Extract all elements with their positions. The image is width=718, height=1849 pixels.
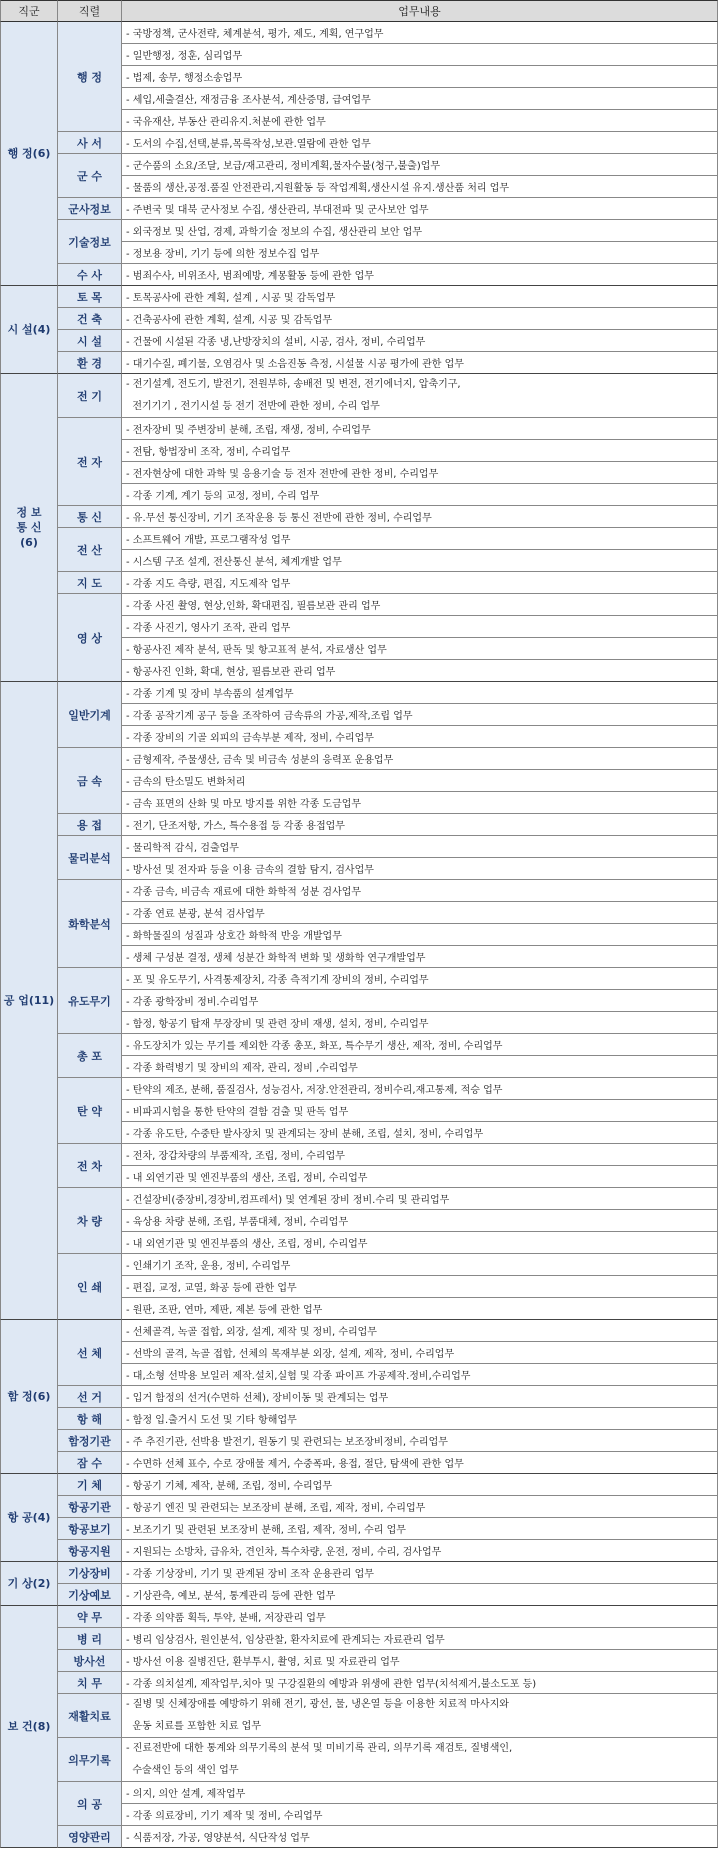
duty-item: - 내 외연기관 및 엔진부품의 생산, 조립, 정비, 수리업무	[122, 1166, 718, 1188]
duty-item: - 방사선 및 전자파 등을 이용 금속의 결함 탐지, 검사업무	[122, 858, 718, 880]
duty-item: - 각종 의료장비, 기기 제작 및 정비, 수리업무	[122, 1804, 718, 1826]
job-series: 함정기관	[58, 1430, 122, 1452]
job-series: 항공지원	[58, 1540, 122, 1562]
job-series: 의무기록	[58, 1738, 122, 1782]
duty-item: - 인쇄기기 조작, 운용, 정비, 수리업무	[122, 1254, 718, 1276]
duty-item: - 정보용 장비, 기기 등에 의한 정보수집 업무	[122, 242, 718, 264]
duty-item: - 편집, 교정, 교열, 화공 등에 관한 업무	[122, 1276, 718, 1298]
job-series: 항공보기	[58, 1518, 122, 1540]
duty-item: - 지원되는 소방차, 급유차, 견인차, 특수차량, 운전, 정비, 수리, 검사업무	[122, 1540, 718, 1562]
duty-item: - 건축공사에 관한 계획, 설계, 시공 및 감독업무	[122, 308, 718, 330]
duty-item: - 법제, 송무, 행정소송업무	[122, 66, 718, 88]
job-series: 기 체	[58, 1474, 122, 1496]
job-series: 금 속	[58, 748, 122, 814]
job-series: 환 경	[58, 352, 122, 374]
duty-item: - 각종 화력병기 및 장비의 제작, 관리, 정비 ,수리업무	[122, 1056, 718, 1078]
duty-item: - 전기, 단조저항, 가스, 특수용접 등 각종 용접업무	[122, 814, 718, 836]
duty-item: - 건설장비(중장비,경장비,컴프레서) 및 연계된 장비 정비.수리 및 관리업무	[122, 1188, 718, 1210]
duty-item: - 방사선 이용 질병진단, 환부투시, 촬영, 치료 및 자료관리 업무	[122, 1650, 718, 1672]
job-series: 치 무	[58, 1672, 122, 1694]
job-series: 탄 약	[58, 1078, 122, 1144]
header-group: 직군	[0, 0, 58, 22]
duty-item: - 주변국 및 대북 군사정보 수집, 생산관리, 부대전파 및 군사보안 업무	[122, 198, 718, 220]
duty-item: - 각종 기상장비, 기기 및 관계된 장비 조작 운용관리 업무	[122, 1562, 718, 1584]
duty-item: - 국유재산, 부동산 관리유지.처분에 관한 업무	[122, 110, 718, 132]
job-series: 전 차	[58, 1144, 122, 1188]
job-series: 기상장비	[58, 1562, 122, 1584]
duty-item: - 수면하 선체 표수, 수로 장애물 제거, 수중폭파, 용접, 절단, 탐색에 관한 업무	[122, 1452, 718, 1474]
job-series: 방사선	[58, 1650, 122, 1672]
job-series: 병 리	[58, 1628, 122, 1650]
job-group: 시 설(4)	[0, 286, 58, 374]
duty-item: - 원판, 조판, 연마, 제판, 제본 등에 관한 업무	[122, 1298, 718, 1320]
job-series: 수 사	[58, 264, 122, 286]
duty-item: - 질병 및 신체장애를 예방하기 위해 전기, 광선, 물, 냉온열 등을 이용한 치료적 마사지와 운동 치료를 포함한 치료 업무	[122, 1694, 718, 1738]
duty-item: - 항공사진 인화, 확대, 현상, 필름보관 관리 업무	[122, 660, 718, 682]
duty-item: - 군수품의 소요/조달, 보급/재고관리, 정비계획,물자수불(청구,불출)업무	[122, 154, 718, 176]
duty-item: - 대기수질, 폐기물, 오염검사 및 소음진동 측정, 시설물 시공 평가에 관한 업무	[122, 352, 718, 374]
job-series: 사 서	[58, 132, 122, 154]
job-series: 화학분석	[58, 880, 122, 968]
duty-item: - 입거 함정의 선거(수면하 선체), 장비이동 및 관계되는 업무	[122, 1386, 718, 1408]
job-series: 통 신	[58, 506, 122, 528]
duty-item: - 병리 임상검사, 원인분석, 임상관찰, 환자치료에 관계되는 자료관리 업무	[122, 1628, 718, 1650]
duty-item: - 선체골격, 녹골 접합, 외장, 설계, 제작 및 정비, 수리업무	[122, 1320, 718, 1342]
duty-item: - 포 및 유도무기, 사격통제장치, 각종 측적기계 장비의 정비, 수리업무	[122, 968, 718, 990]
duty-item: - 항공기 기체, 제작, 분해, 조립, 정비, 수리업무	[122, 1474, 718, 1496]
job-series: 지 도	[58, 572, 122, 594]
job-series: 전 산	[58, 528, 122, 572]
header-duty: 업무내용	[122, 0, 718, 22]
duty-item: - 금형제작, 주물생산, 금속 및 비금속 성분의 응력포 운용업무	[122, 748, 718, 770]
duty-item: - 각종 기계, 계기 등의 교정, 정비, 수리 업무	[122, 484, 718, 506]
duty-item: - 시스템 구조 설계, 전산통신 분석, 체계개발 업무	[122, 550, 718, 572]
job-series: 전 기	[58, 374, 122, 418]
job-series: 물리분석	[58, 836, 122, 880]
job-series: 총 포	[58, 1034, 122, 1078]
job-series: 토 목	[58, 286, 122, 308]
duty-item: - 전차, 장갑차량의 부품제작, 조립, 정비, 수리업무	[122, 1144, 718, 1166]
duty-item: - 각종 의치설계, 제작업무,치아 및 구강질환의 예방과 위생에 관한 업무(치석제거,불소도포 등)	[122, 1672, 718, 1694]
duty-item: - 각종 장비의 기골 외피의 금속부분 제작, 정비, 수리업무	[122, 726, 718, 748]
duty-item: - 전탐, 항법장비 조작, 정비, 수리업무	[122, 440, 718, 462]
duty-item: - 도서의 수집,선택,분류,목록작성,보관.열람에 관한 업무	[122, 132, 718, 154]
duty-item: - 내 외연기관 및 엔진부품의 생산, 조립, 정비, 수리업무	[122, 1232, 718, 1254]
job-series: 항 해	[58, 1408, 122, 1430]
job-series: 유도무기	[58, 968, 122, 1034]
duty-item: - 물리학적 감식, 검출업무	[122, 836, 718, 858]
job-series: 용 접	[58, 814, 122, 836]
job-series: 군사정보	[58, 198, 122, 220]
job-group: 기 상(2)	[0, 1562, 58, 1606]
duty-item: - 각종 유도탄, 수중탄 발사장치 및 관계되는 장비 분해, 조립, 설치, 정비, 수리업무	[122, 1122, 718, 1144]
job-series: 행 정	[58, 22, 122, 132]
duty-item: - 탄약의 제조, 분해, 품질검사, 성능검사, 저장.안전관리, 정비수리,재고통제, 적승 업무	[122, 1078, 718, 1100]
duty-item: - 물품의 생산,공정.품질 안전관리,지원활동 등 작업계획,생산시설 유지.생산품 처리 업무	[122, 176, 718, 198]
job-series: 인 쇄	[58, 1254, 122, 1320]
job-series: 약 무	[58, 1606, 122, 1628]
duty-item: - 식품저장, 가공, 영양분석, 식단작성 업무	[122, 1826, 718, 1848]
job-series: 기술정보	[58, 220, 122, 264]
duty-item: - 의지, 의안 설계, 제작업무	[122, 1782, 718, 1804]
duty-item: - 함정 입.출거시 도선 및 기타 항해업무	[122, 1408, 718, 1430]
duty-item: - 유도장치가 있는 무기를 제외한 각종 총포, 화포, 특수무기 생산, 제작, 정비, 수리업무	[122, 1034, 718, 1056]
duty-item: - 각종 광학장비 정비.수리업무	[122, 990, 718, 1012]
job-series: 잠 수	[58, 1452, 122, 1474]
job-series: 재활치료	[58, 1694, 122, 1738]
duty-item: - 화학물질의 성질과 상호간 화학적 반응 개발업무	[122, 924, 718, 946]
job-series: 선 체	[58, 1320, 122, 1386]
duty-item: - 비파괴시험을 통한 탄약의 결함 검출 및 판독 업무	[122, 1100, 718, 1122]
job-series: 영양관리	[58, 1826, 122, 1848]
job-series: 영 상	[58, 594, 122, 682]
duty-item: - 소프트웨어 개발, 프로그램작성 업무	[122, 528, 718, 550]
duty-item: - 일반행정, 정훈, 심리업무	[122, 44, 718, 66]
duty-item: - 기상관측, 예보, 분석, 통계관리 등에 관한 업무	[122, 1584, 718, 1606]
duty-item: - 유.무선 통신장비, 기기 조작운용 등 통신 전반에 관한 정비, 수리업무	[122, 506, 718, 528]
job-group: 항 공(4)	[0, 1474, 58, 1562]
duty-item: - 각종 사진기, 영사기 조작, 관리 업무	[122, 616, 718, 638]
duty-item: - 토목공사에 관한 계획, 설계 , 시공 및 감독업무	[122, 286, 718, 308]
job-group: 보 건(8)	[0, 1606, 58, 1848]
job-series: 시 설	[58, 330, 122, 352]
duty-item: - 진료전반에 대한 통계와 의무기록의 분석 및 미비기록 관리, 의무기록 재검토, 질병색인, 수술색인 등의 색인 업무	[122, 1738, 718, 1782]
job-series: 일반기계	[58, 682, 122, 748]
duty-item: - 대,소형 선박용 보일러 제작.설치,실험 및 각종 파이프 가공제작.정비,수리업무	[122, 1364, 718, 1386]
duty-item: - 각종 공작기계 공구 등을 조작하여 금속류의 가공,제작,조립 업무	[122, 704, 718, 726]
duty-item: - 항공사진 제작 분석, 판독 및 항고표적 분석, 자료생산 업무	[122, 638, 718, 660]
duty-item: - 보조기기 및 관련된 보조장비 분해, 조립, 제작, 정비, 수리 업무	[122, 1518, 718, 1540]
duty-item: - 전자현상에 대한 과학 및 응용기술 등 전자 전반에 관한 정비, 수리업무	[122, 462, 718, 484]
job-group: 정 보 통 신 (6)	[0, 374, 58, 682]
duty-item: - 함정, 항공기 탑재 무장장비 및 관련 장비 재생, 설치, 정비, 수리업무	[122, 1012, 718, 1034]
duty-item: - 금속 표면의 산화 및 마모 방지를 위한 각종 도금업무	[122, 792, 718, 814]
duty-item: - 전자장비 및 주변장비 분해, 조립, 재생, 정비, 수리업무	[122, 418, 718, 440]
duty-item: - 각종 기계 및 장비 부속품의 설계업무	[122, 682, 718, 704]
duty-item: - 범죄수사, 비위조사, 범죄예방, 계몽활동 등에 관한 업무	[122, 264, 718, 286]
duty-item: - 주 추진기관, 선박용 발전기, 원동기 및 관련되는 보조장비정비, 수리업무	[122, 1430, 718, 1452]
duty-item: - 건물에 시설된 각종 냉,난방장치의 설비, 시공, 검사, 정비, 수리업무	[122, 330, 718, 352]
job-series: 항공기관	[58, 1496, 122, 1518]
job-group: 공 업(11)	[0, 682, 58, 1320]
duty-item: - 육상용 차량 분해, 조립, 부품대체, 정비, 수리업무	[122, 1210, 718, 1232]
job-group: 함 정(6)	[0, 1320, 58, 1474]
duty-item: - 생체 구성분 결정, 생체 성분간 화학적 변화 및 생화학 연구개발업무	[122, 946, 718, 968]
duty-item: - 전기설계, 전도기, 발전기, 전원부하, 송배전 및 변전, 전기에너지, 압축기구, 전기기기 , 전기시설 등 전기 전반에 관한 정비, 수리 업무	[122, 374, 718, 418]
job-series: 선 거	[58, 1386, 122, 1408]
job-series: 차 량	[58, 1188, 122, 1254]
duty-item: - 외국정보 및 산업, 경제, 과학기술 정보의 수집, 생산관리 보안 업무	[122, 220, 718, 242]
duty-item: - 금속의 탄소밀도 변화처리	[122, 770, 718, 792]
duty-item: - 각종 연료 분광, 분석 검사업무	[122, 902, 718, 924]
duty-item: - 각종 의약품 획득, 투약, 분배, 저장관리 업무	[122, 1606, 718, 1628]
job-series: 기상예보	[58, 1584, 122, 1606]
job-series: 건 축	[58, 308, 122, 330]
duty-item: - 선박의 골격, 녹골 접합, 선체의 목재부분 외장, 설계, 제작, 정비, 수리업무	[122, 1342, 718, 1364]
job-series: 전 자	[58, 418, 122, 506]
job-group: 행 정(6)	[0, 22, 58, 286]
job-series: 군 수	[58, 154, 122, 198]
duty-item: - 항공기 엔진 및 관련되는 보조장비 분해, 조립, 제작, 정비, 수리업무	[122, 1496, 718, 1518]
duty-item: - 국방정책, 군사전략, 체계분석, 평가, 제도, 계획, 연구업무	[122, 22, 718, 44]
duty-item: - 각종 금속, 비금속 재료에 대한 화학적 성분 검사업무	[122, 880, 718, 902]
job-series: 의 공	[58, 1782, 122, 1826]
header-job: 직렬	[58, 0, 122, 22]
duty-item: - 각종 사진 촬영, 현상,인화, 확대편집, 필름보관 관리 업무	[122, 594, 718, 616]
duty-item: - 세입,세출결산, 재정금융 조사분석, 계산증명, 급여업무	[122, 88, 718, 110]
duty-item: - 각종 지도 측량, 편집, 지도제작 업무	[122, 572, 718, 594]
